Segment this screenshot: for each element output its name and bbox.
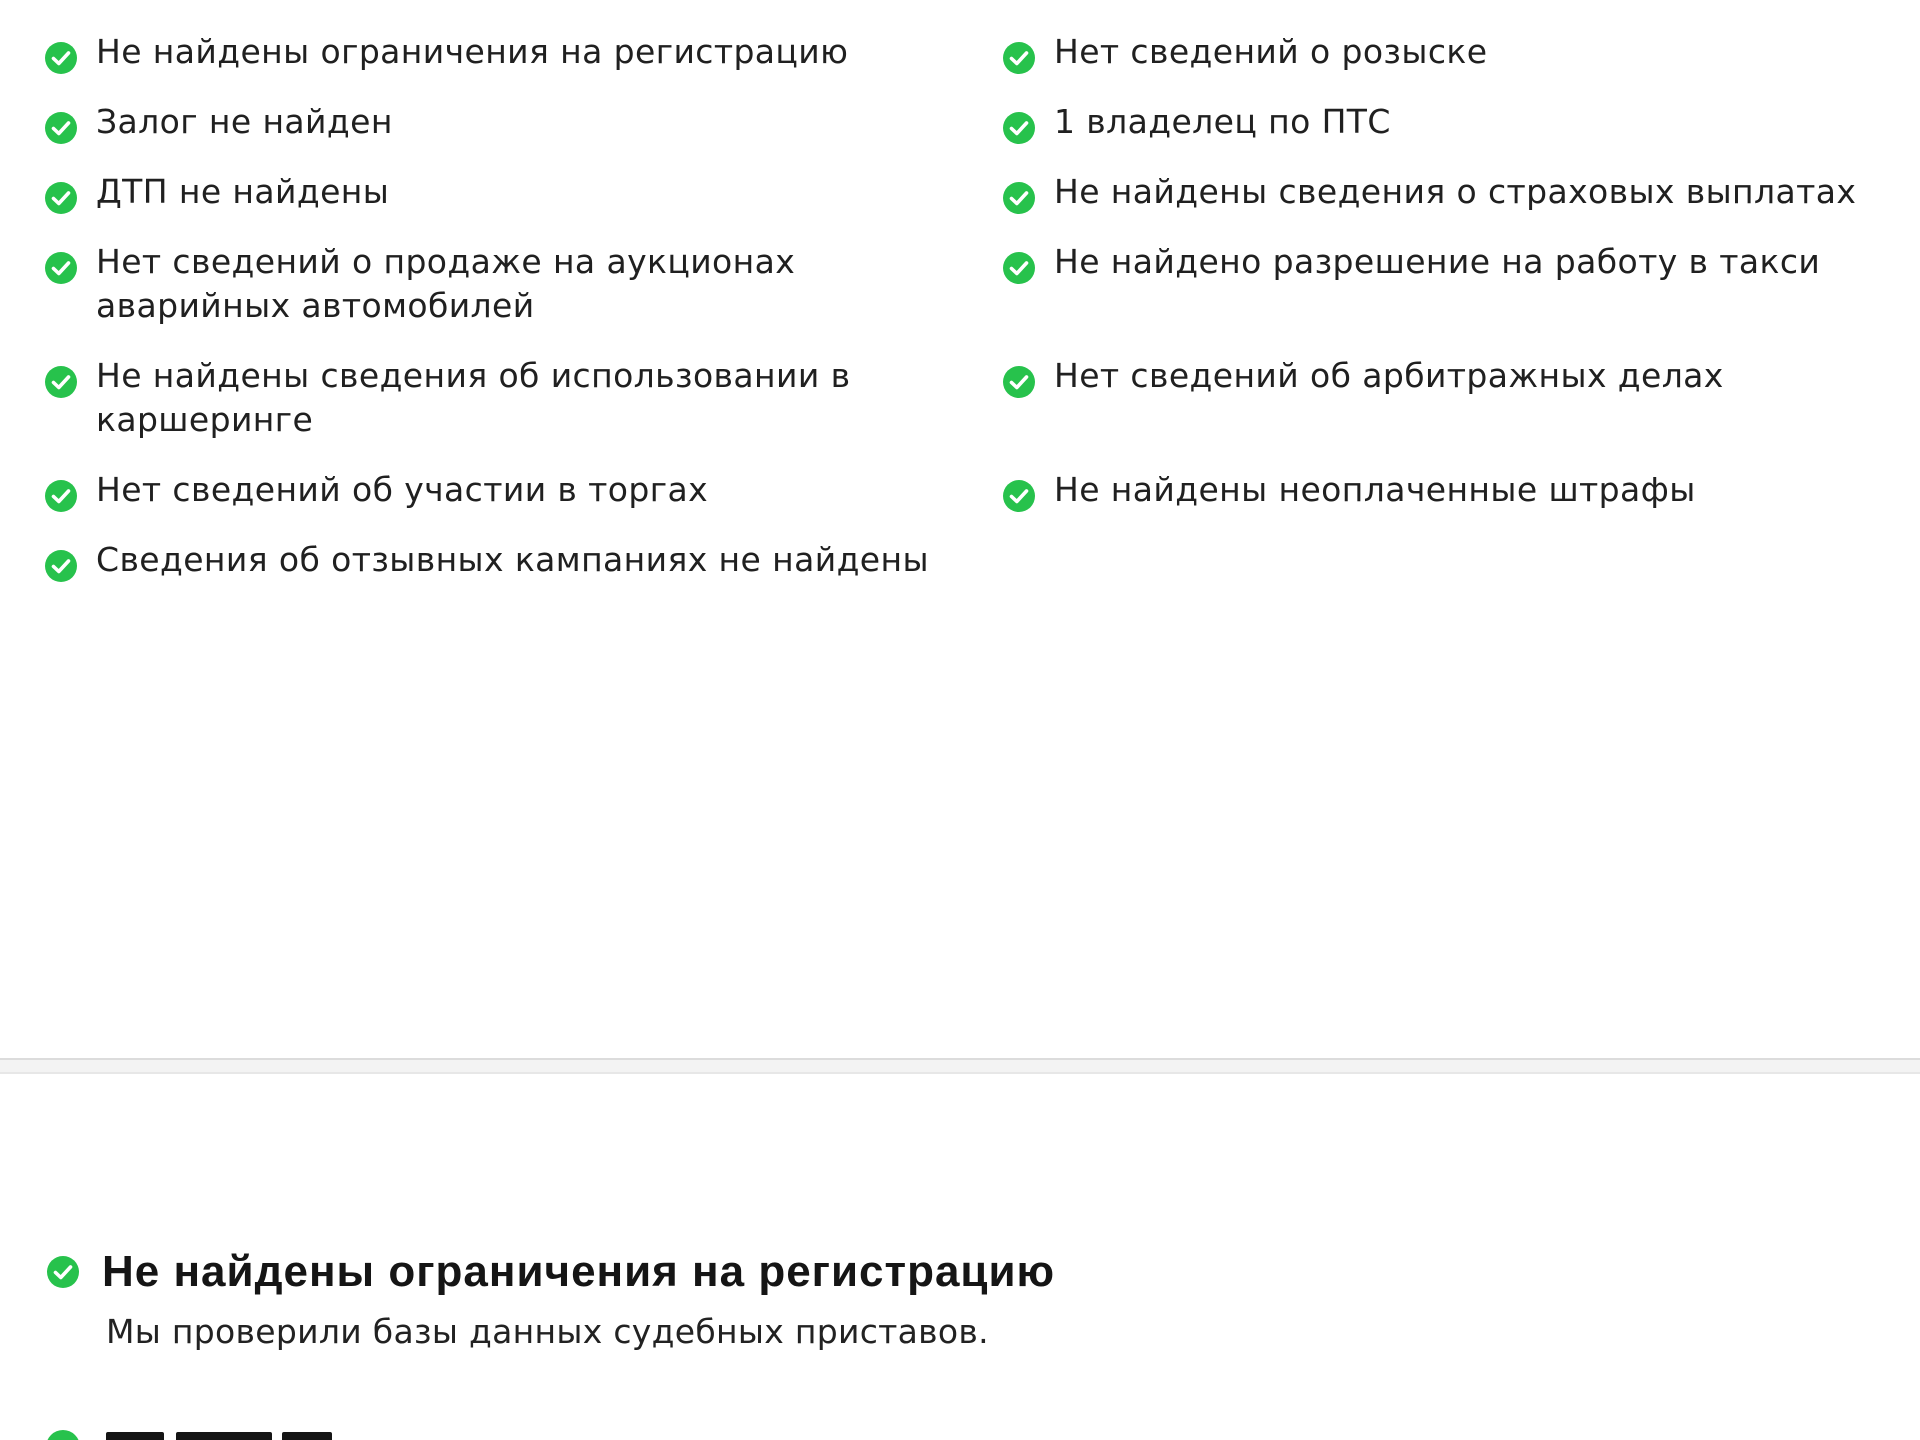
cut-off-title-fragment bbox=[176, 1432, 272, 1440]
check-label: Нет сведений об арбитражных делах bbox=[1054, 356, 1724, 395]
check-label: Нет сведений об участии в торгах bbox=[96, 470, 709, 509]
check-circle-icon bbox=[44, 41, 78, 75]
check-item bbox=[1002, 170, 1874, 240]
check-detail-section bbox=[46, 1244, 1846, 1354]
check-circle-icon bbox=[44, 251, 78, 285]
check-item bbox=[44, 240, 1002, 354]
check-detail-title: Не найдены ограничения на регистрацию bbox=[102, 1247, 1056, 1296]
check-item bbox=[44, 468, 1002, 538]
check-circle-icon bbox=[1002, 479, 1036, 513]
section-divider bbox=[0, 1058, 1920, 1074]
check-item bbox=[44, 538, 1002, 608]
check-item bbox=[1002, 468, 1874, 538]
check-circle-icon bbox=[1002, 111, 1036, 145]
check-label: Нет сведений о розыске bbox=[1054, 32, 1488, 71]
check-label: Не найдены неоплаченные штрафы bbox=[1054, 470, 1696, 509]
next-detail-peek bbox=[46, 1424, 566, 1440]
check-label: Нет сведений о продаже на аукционах аварийных автомобилей bbox=[96, 242, 796, 325]
check-circle-icon bbox=[46, 1430, 80, 1440]
check-label: Залог не найден bbox=[96, 102, 393, 141]
check-circle-icon bbox=[44, 365, 78, 399]
check-item bbox=[1002, 100, 1874, 170]
check-label: Сведения об отзывных кампаниях не найдены bbox=[96, 540, 929, 579]
check-item bbox=[1002, 240, 1874, 354]
empty-grid-cell bbox=[1002, 538, 1874, 608]
check-detail-description: Мы проверили базы данных судебных приставов. bbox=[106, 1312, 989, 1351]
check-circle-icon bbox=[44, 181, 78, 215]
check-label: ДТП не найдены bbox=[96, 172, 390, 211]
checks-summary-grid bbox=[44, 30, 1874, 608]
check-detail-header[interactable] bbox=[46, 1244, 1846, 1300]
check-label: Не найдены сведения об использовании в каршеринге bbox=[96, 356, 851, 439]
check-item bbox=[44, 354, 1002, 468]
check-circle-icon bbox=[44, 479, 78, 513]
check-item bbox=[1002, 30, 1874, 100]
check-label: 1 владелец по ПТС bbox=[1054, 102, 1391, 141]
check-circle-icon bbox=[46, 1255, 80, 1289]
check-circle-icon bbox=[1002, 251, 1036, 285]
check-label: Не найдены ограничения на регистрацию bbox=[96, 32, 849, 71]
cut-off-title-fragment bbox=[282, 1432, 332, 1440]
check-circle-icon bbox=[1002, 181, 1036, 215]
check-item bbox=[1002, 354, 1874, 468]
check-circle-icon bbox=[1002, 365, 1036, 399]
check-circle-icon bbox=[44, 111, 78, 145]
check-label: Не найдено разрешение на работу в такси bbox=[1054, 242, 1821, 281]
check-item bbox=[44, 30, 1002, 100]
check-item bbox=[44, 170, 1002, 240]
check-circle-icon bbox=[44, 549, 78, 583]
check-item bbox=[44, 100, 1002, 170]
cut-off-title-fragment bbox=[106, 1432, 164, 1440]
check-label: Не найдены сведения о страховых выплатах bbox=[1054, 172, 1857, 211]
check-circle-icon bbox=[1002, 41, 1036, 75]
